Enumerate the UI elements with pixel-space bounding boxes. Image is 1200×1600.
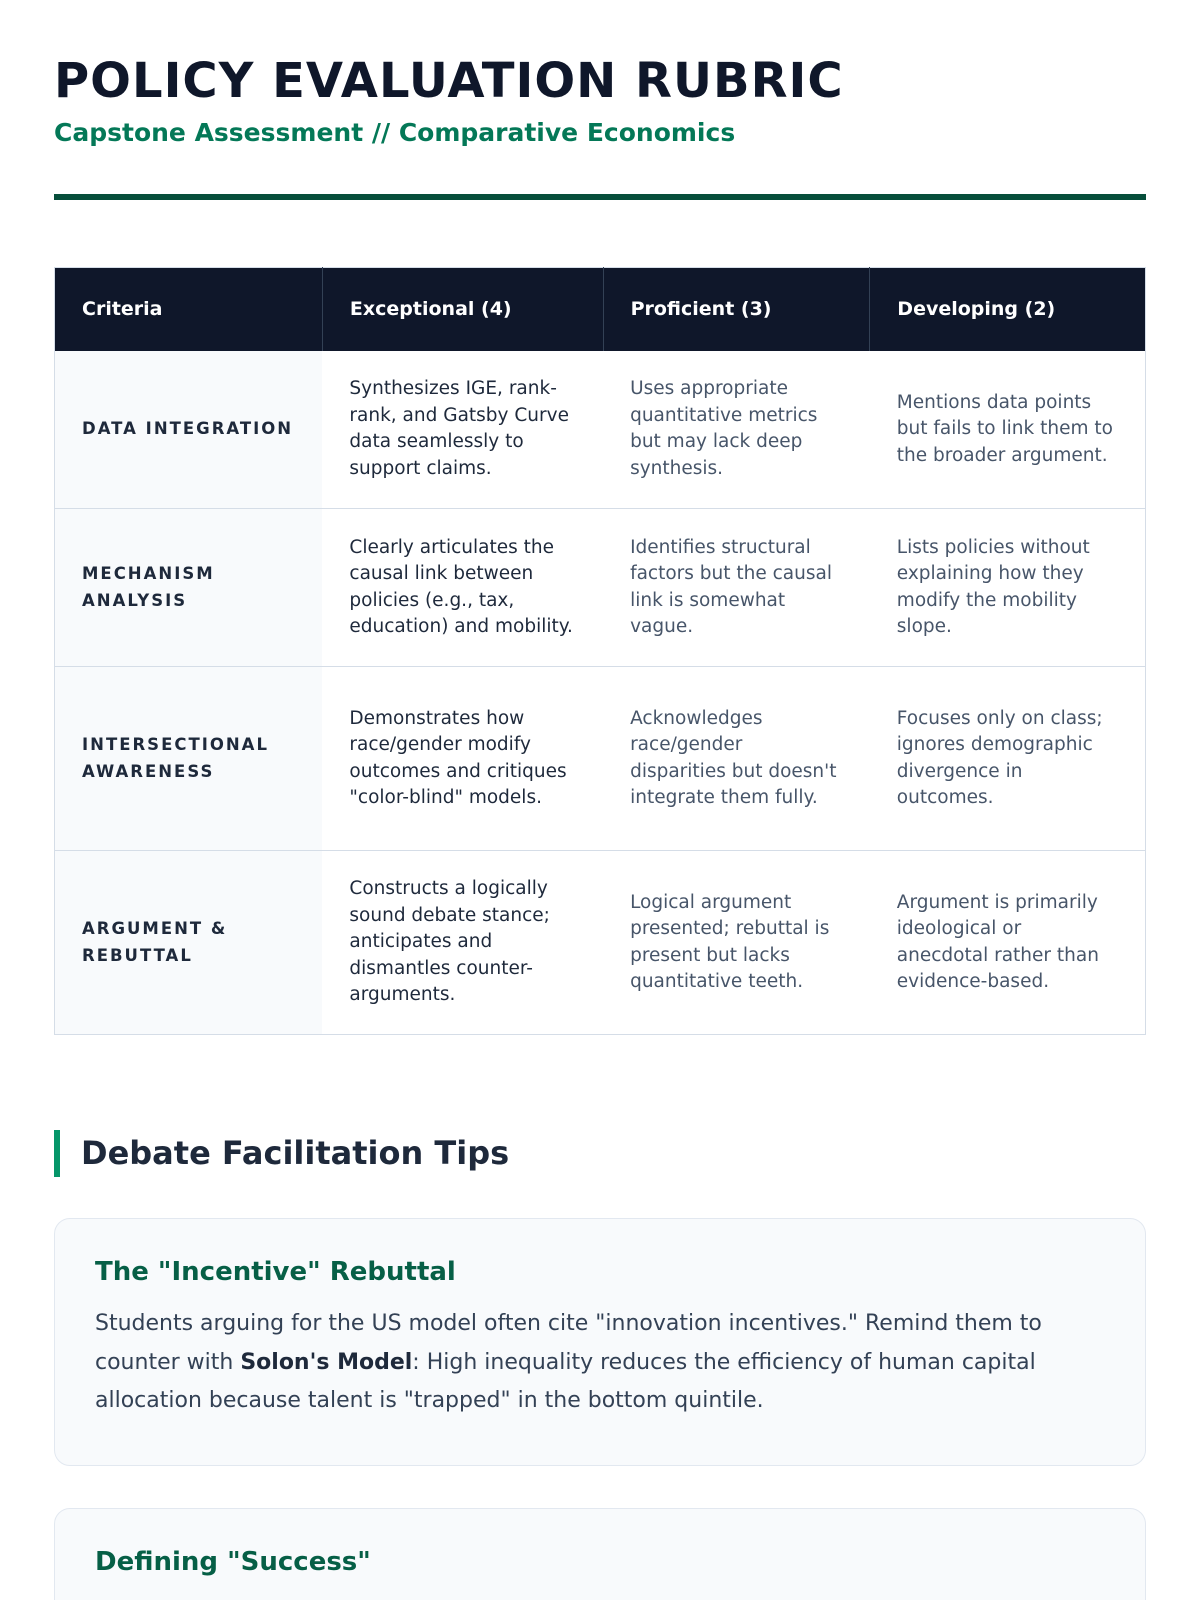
title-divider [54, 194, 1146, 200]
criteria-cell: MECHANISM ANALYSIS [55, 509, 323, 667]
criteria-cell: ARGUMENT & REBUTTAL [55, 851, 323, 1035]
tips-section-heading: Debate Facilitation Tips [54, 1130, 509, 1177]
tip-body-text: : High inequality reduces the efficiency of human capital allocation because talent is "trapped" in the bottom quintile. [95, 1349, 1036, 1413]
tip-card-success [54, 1508, 1146, 1600]
column-header-criteria: Criteria [55, 268, 323, 351]
exceptional-cell: Synthesizes IGE, rank-rank, and Gatsby Curve data seamlessly to support claims. [322, 351, 603, 509]
rubric-header-row [55, 268, 1146, 351]
developing-cell: Mentions data points but fails to link them to the broader argument. [870, 351, 1146, 509]
tip-body-emphasis: Solon's Model [240, 1349, 413, 1375]
table-row [55, 667, 1146, 851]
developing-cell: Argument is primarily ideological or anecdotal rather than evidence-based. [896, 891, 1099, 992]
table-row [55, 351, 1146, 509]
exceptional-cell: Demonstrates how race/gender modify outcomes and critiques "color-blind" models. [322, 667, 603, 851]
criteria-cell: INTERSECTIONAL AWARENESS [55, 667, 323, 851]
proficient-cell: Acknowledges race/gender disparities but doesn't integrate them fully. [603, 667, 870, 851]
page-subtitle: Capstone Assessment // Comparative Economics [54, 118, 736, 147]
exceptional-cell: Constructs a logically sound debate stance; anticipates and dismantles counter-arguments. [349, 878, 550, 1006]
proficient-cell: Uses appropriate quantitative metrics but may lack deep synthesis. [603, 351, 870, 509]
tip-body-text: Students arguing for the US model often cite "innovation incentives." Remind them to counter with [95, 1311, 1042, 1375]
table-row [55, 851, 1146, 1035]
criteria-cell: DATA INTEGRATION [55, 351, 323, 509]
table-row [55, 509, 1146, 667]
proficient-cell: Logical argument presented; rebuttal is present but lacks quantitative teeth. [630, 891, 830, 992]
column-header-proficient: Proficient (3) [603, 268, 870, 351]
tip-card-incentive [54, 1218, 1146, 1466]
column-header-developing: Developing (2) [870, 268, 1146, 351]
tip-body [95, 1305, 1105, 1421]
tip-title: The "Incentive" Rebuttal [95, 1257, 456, 1287]
tip-title: Defining "Success" [95, 1547, 371, 1577]
exceptional-cell: Clearly articulates the causal link between policies (e.g., tax, education) and mobility. [322, 509, 603, 667]
developing-cell: Focuses only on class; ignores demographic divergence in outcomes. [870, 667, 1146, 851]
page-title: POLICY EVALUATION RUBRIC [54, 53, 844, 109]
developing-cell: Lists policies without explaining how they modify the mobility slope. [870, 509, 1146, 667]
rubric-table [54, 267, 1146, 1035]
proficient-cell: Identifies structural factors but the causal link is somewhat vague. [603, 509, 870, 667]
column-header-exceptional: Exceptional (4) [322, 268, 603, 351]
